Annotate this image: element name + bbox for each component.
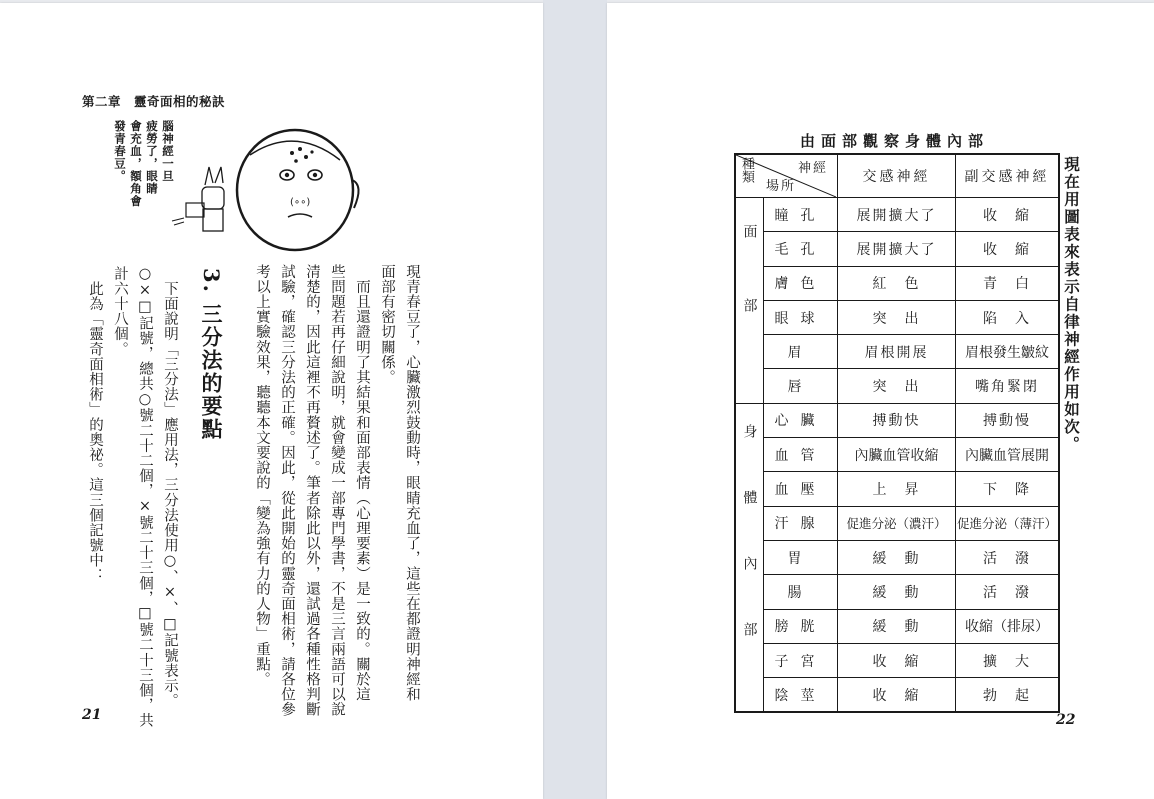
sympathetic-cell: 緩 動 — [838, 609, 956, 643]
parasympathetic-cell: 青 白 — [956, 266, 1060, 300]
part-cell: 毛孔 — [764, 232, 838, 266]
part-cell: 陰莖 — [764, 678, 838, 713]
table-row — [735, 643, 1059, 677]
table-row — [735, 506, 1059, 540]
category-label: 面部 — [741, 224, 758, 373]
text-line: 試驗，確認三分法的正確。因此，從此開始的靈奇面相術，請各位參 — [279, 264, 295, 717]
parasympathetic-cell: 內臟血管展開 — [956, 438, 1060, 472]
body-text-top — [244, 264, 424, 717]
text-line: 計六十八個。 — [112, 266, 128, 357]
table-title: 由面部觀察身體內部 — [800, 132, 990, 150]
sympathetic-cell: 突 出 — [838, 300, 956, 334]
caption-line: 會充血，額角會 — [129, 120, 143, 208]
parasympathetic-cell: 收 縮 — [956, 232, 1060, 266]
sympathetic-cell: 突 出 — [838, 369, 956, 403]
corner-location-label: 場所 — [766, 179, 797, 194]
part-cell: 瞳孔 — [764, 198, 838, 232]
sympathetic-cell: 展開擴大了 — [838, 198, 956, 232]
sympathetic-cell: 緩 動 — [838, 540, 956, 574]
part-cell: 子宮 — [764, 643, 838, 677]
sympathetic-cell: 眉根開展 — [838, 335, 956, 369]
text-line: 現青春豆了，心臟激烈鼓動時，眼睛充血了，這些在都證明神經和 — [404, 264, 420, 702]
parasympathetic-cell: 活 潑 — [956, 575, 1060, 609]
table-row — [735, 540, 1059, 574]
part-cell: 心臟 — [764, 403, 838, 437]
table-row — [735, 232, 1059, 266]
table-row — [735, 335, 1059, 369]
table-row — [735, 266, 1059, 300]
sympathetic-cell: 內臟血管收縮 — [838, 438, 956, 472]
table-row — [735, 198, 1059, 232]
sympathetic-cell: 收 縮 — [838, 678, 956, 713]
parasympathetic-cell: 眉根發生皺紋 — [956, 335, 1060, 369]
category-face — [735, 198, 764, 404]
part-cell: 血壓 — [764, 472, 838, 506]
text-line: 考以上實驗效果，聽聽本文要說的「變為強有力的人物」重點。 — [254, 264, 270, 687]
table-row — [735, 438, 1059, 472]
corner-nerve-label: 神經 — [797, 161, 828, 176]
table-row — [735, 678, 1059, 713]
part-cell: 膀胱 — [764, 609, 838, 643]
section-title: 3. 三分法的要點 — [199, 268, 224, 442]
text-line: 面部有密切關係。 — [379, 264, 395, 385]
table-row — [735, 609, 1059, 643]
part-cell: 腸 — [764, 575, 838, 609]
parasympathetic-cell: 活 潑 — [956, 540, 1060, 574]
parasympathetic-cell: 勃 起 — [956, 678, 1060, 713]
header-parasympathetic: 副交感神經 — [956, 154, 1060, 198]
table-row — [735, 575, 1059, 609]
page-gutter — [543, 0, 607, 799]
parasympathetic-cell: 搏動慢 — [956, 403, 1060, 437]
category-body-interior — [735, 403, 764, 712]
parasympathetic-cell: 陷 入 — [956, 300, 1060, 334]
sympathetic-cell: 促進分泌（濃汗） — [838, 506, 956, 540]
autonomic-nerve-table — [734, 153, 1060, 713]
sympathetic-cell: 展開擴大了 — [838, 232, 956, 266]
sympathetic-cell: 緩 動 — [838, 575, 956, 609]
part-cell: 眉 — [764, 335, 838, 369]
table-caption: 現在用圖表來表示自律神經作用如次。 — [1062, 156, 1081, 454]
header-sympathetic: 交感神經 — [838, 154, 956, 198]
running-header: 第二章 靈奇面相的秘訣 — [82, 94, 226, 109]
page-number-right: 22 — [1056, 712, 1076, 728]
parasympathetic-cell: 收縮（排尿） — [956, 609, 1060, 643]
parasympathetic-cell: 下 降 — [956, 472, 1060, 506]
sympathetic-cell: 搏動快 — [838, 403, 956, 437]
text-line: 此為「靈奇面相術」的奧祕。這三個記號中： — [87, 266, 103, 584]
svg-text:(∘∘): (∘∘) — [290, 197, 311, 208]
illustration-caption — [112, 120, 176, 208]
parasympathetic-cell: 嘴角緊閉 — [956, 369, 1060, 403]
part-cell: 血管 — [764, 438, 838, 472]
table-header-row — [735, 154, 1059, 198]
sympathetic-cell: 收 縮 — [838, 643, 956, 677]
header-corner-cell — [735, 154, 838, 198]
caption-line: 疲勞了，眼睛 — [145, 120, 159, 195]
sympathetic-cell: 紅 色 — [838, 266, 956, 300]
text-line: ○×□記號，總共○號二十二個，×號二十三個，□號二十三個，共 — [137, 266, 153, 728]
part-cell: 汗腺 — [764, 506, 838, 540]
table-row — [735, 300, 1059, 334]
text-line: 清楚的，因此這裡不再贅述了。筆者除此以外，還試過各種性格判斷 — [304, 264, 320, 717]
part-cell: 唇 — [764, 369, 838, 403]
sympathetic-cell: 上 昇 — [838, 472, 956, 506]
caption-line: 發青春豆。 — [113, 120, 127, 183]
parasympathetic-cell: 擴 大 — [956, 643, 1060, 677]
table-row — [735, 403, 1059, 437]
parasympathetic-cell: 收 縮 — [956, 198, 1060, 232]
page-number-left: 21 — [82, 707, 102, 723]
parasympathetic-cell: 促進分泌（薄汗） — [956, 506, 1060, 540]
face-illustration — [170, 125, 370, 255]
text-line: 些問題若再仔細說明，就會變成一部專門學書，不是三言兩語可以說 — [329, 264, 345, 717]
part-cell: 膚色 — [764, 266, 838, 300]
category-label: 身體內部 — [741, 423, 758, 688]
text-line: 而且還證明了其結果和面部表情（心理要素）是一致的。關於這 — [354, 264, 370, 702]
table-row — [735, 369, 1059, 403]
corner-category-label: 種類 — [739, 157, 754, 183]
table-row — [735, 472, 1059, 506]
part-cell: 眼球 — [764, 300, 838, 334]
caption-line: 腦神經一旦 — [161, 120, 175, 183]
text-line: 下面說明「三分法」應用法，三分法使用○、×、□記號表示。 — [162, 266, 178, 709]
part-cell: 胃 — [764, 540, 838, 574]
